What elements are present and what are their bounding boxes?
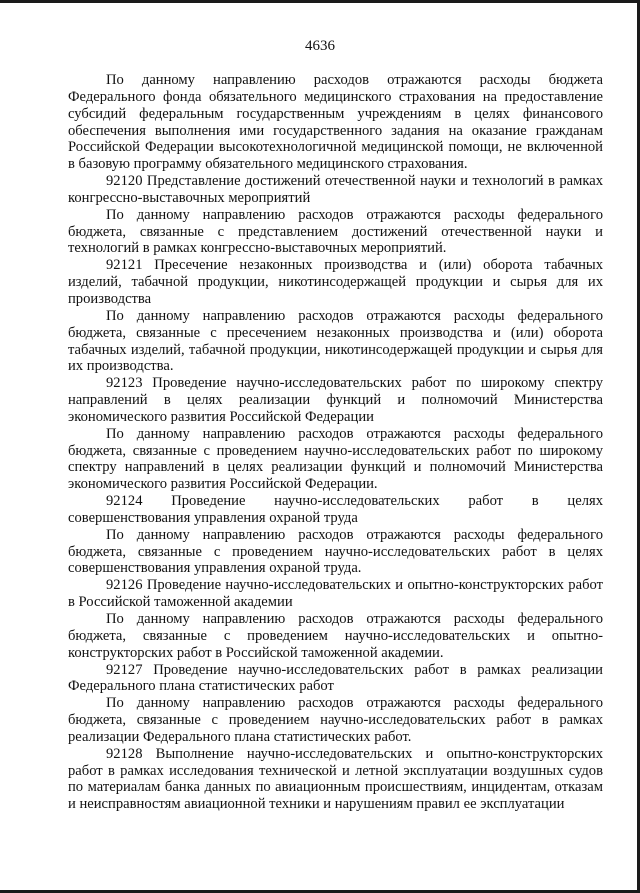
heading-92120: 92120 Представление достижений отечественной науки и технологий в рамках конгрессно-выставочных мероприятий bbox=[68, 173, 603, 206]
paragraph-92126-description: По данному направлению расходов отражаются расходы федерального бюджета, связанные с проведением научно-исследовательских и опытно-конструкторских работ в Российской таможенной академии. bbox=[68, 611, 603, 661]
paragraph-92127-description: По данному направлению расходов отражаются расходы федерального бюджета, связанные с проведением научно-исследовательских работ в рамках реализации Федерального плана статистических работ. bbox=[68, 695, 603, 745]
heading-92121: 92121 Пресечение незаконных производства и (или) оборота табачных изделий, табачной продукции, никотинсодержащей продукции и сырья для их производства bbox=[68, 257, 603, 307]
heading-92123: 92123 Проведение научно-исследовательских работ по широкому спектру направлений в целях реализации функций и полномочий Министерства экономического развития Российской Федерации bbox=[68, 375, 603, 425]
scan-border-top bbox=[0, 0, 640, 3]
paragraph-ffoms-subsidies: По данному направлению расходов отражаются расходы бюджета Федерального фонда обязательного медицинского страхования на предоставление субсидий федеральным государственным учреждениям в целях финансового обеспечения выполнения ими государственного задания на оказание гражданам Российской Федерации высокотехнологичной медицинской помощи, не включенной в базовую программу обязательного медицинского страхования. bbox=[68, 72, 603, 173]
heading-92124: 92124 Проведение научно-исследовательских работ в целях совершенствования управления охраной труда bbox=[68, 493, 603, 526]
heading-92127: 92127 Проведение научно-исследовательских работ в рамках реализации Федерального плана статистических работ bbox=[68, 661, 603, 695]
page-number: 4636 bbox=[305, 38, 335, 54]
paragraph-92120-description: По данному направлению расходов отражаются расходы федерального бюджета, связанные с представлением достижений отечественной науки и технологий в рамках конгрессно-выставочных мероприятий. bbox=[68, 206, 603, 257]
heading-92128: 92128 Выполнение научно-исследовательских и опытно-конструкторских работ в рамках исследования технической и летной эксплуатации воздушных судов по материалам банка данных по авиационным происшествиям, инцидентам, отказам и неисправностям авиационной техники и нарушениям правил ее эксплуатации bbox=[68, 745, 603, 813]
paragraph-92121-description: По данному направлению расходов отражаются расходы федерального бюджета, связанные с пресечением незаконных производства и (или) оборота табачных изделий, табачной продукции, никотинсодержащей продукции и сырья для их производства. bbox=[68, 307, 603, 375]
heading-92126: 92126 Проведение научно-исследовательских и опытно-конструкторских работ в Российской таможенной академии bbox=[68, 577, 603, 611]
paragraph-92123-description: По данному направлению расходов отражаются расходы федерального бюджета, связанные с проведением научно-исследовательских работ по широкому спектру направлений в целях реализации функций и полномочий Министерства экономического развития Российской Федерации. bbox=[68, 425, 603, 493]
document-body bbox=[68, 72, 603, 813]
paragraph-92124-description: По данному направлению расходов отражаются расходы федерального бюджета, связанные с проведением научно-исследовательских работ в целях совершенствования управления охраной труда. bbox=[68, 526, 603, 577]
